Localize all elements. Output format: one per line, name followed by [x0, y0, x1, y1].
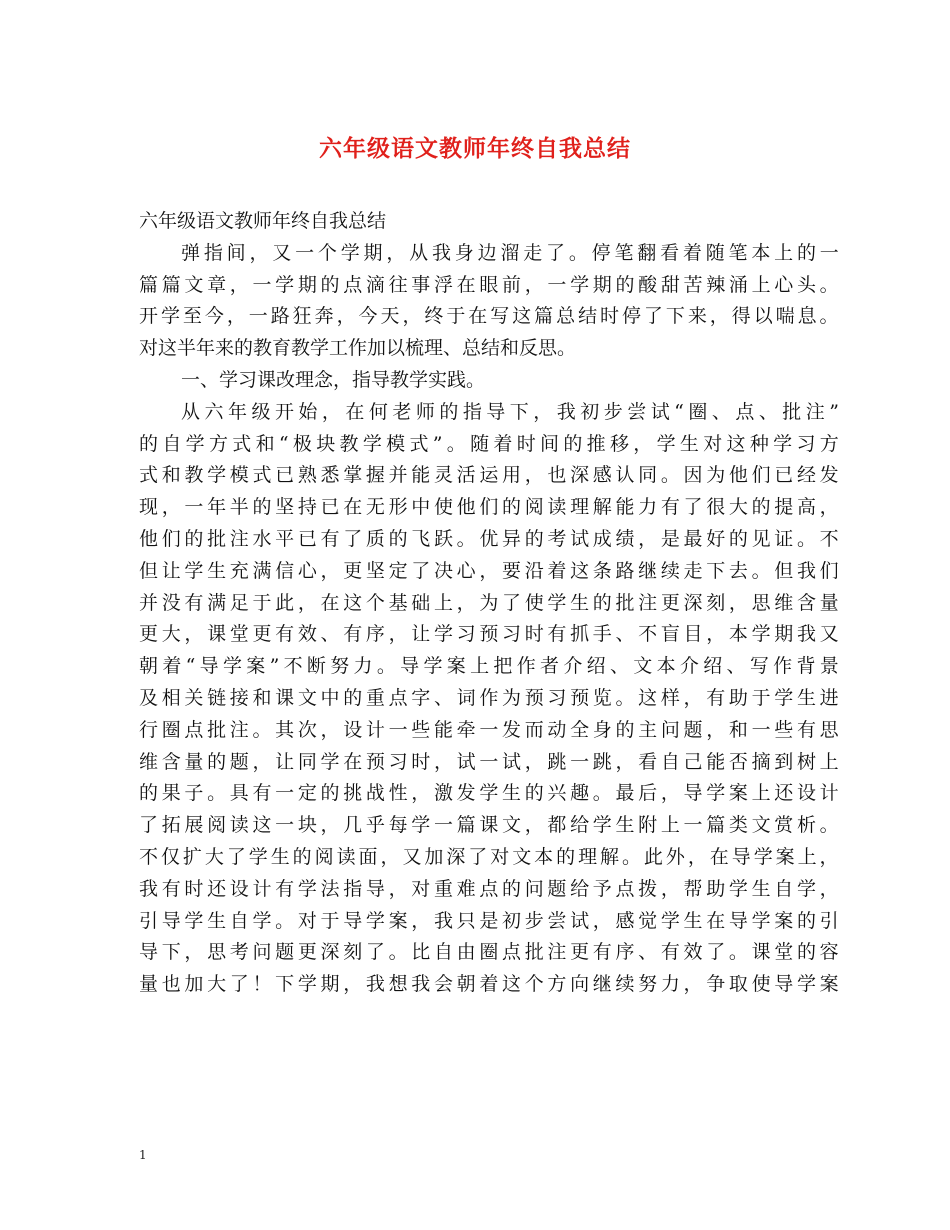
- text-line: 从 六 年 级 开 始 ， 在 何 老 师 的 指 导 下 ， 我 初 步 尝 试 “ 圈 、 点 、 批 注 ”: [181, 400, 839, 423]
- text-line: 我 有 时 还 设 计 有 学 法 指 导 ， 对 重 难 点 的 问 题 给 予 点 拨 ， 帮 助 学 生 自 学 ，: [139, 877, 839, 900]
- text-line: 六年级语文教师年终自我总结: [139, 210, 387, 232]
- document-title: 六年级语文教师年终自我总结: [319, 135, 631, 162]
- text-line: 对这半年来的教育教学工作加以梳理、总结和反思。: [139, 337, 577, 360]
- text-line: 的 自 学 方 式 和 “ 极 块 教 学 模 式 ” 。 随 着 时 间 的 推 移 ， 学 生 对 这 种 学 习 方: [139, 432, 839, 455]
- text-line: 量 也 加 大 了 ！ 下 学 期 ， 我 想 我 会 朝 着 这 个 方 向 继 续 努 力 ， 争 取 使 导 学 案: [139, 973, 839, 996]
- text-line: 一、学习课改理念，指导教学实践。: [181, 368, 486, 391]
- text-line: 了 拓 展 阅 读 这 一 块 ， 几 乎 每 学 一 篇 课 文 ， 都 给 学 生 附 上 一 篇 类 文 赏 析 。: [139, 814, 839, 837]
- text-line: 维 含 量 的 题 ， 让 同 学 在 预 习 时 ， 试 一 试 ， 跳 一 跳 ， 看 自 己 能 否 摘 到 树 上: [139, 750, 839, 773]
- text-line: 开 学 至 今 ， 一 路 狂 奔 ， 今 天 ， 终 于 在 写 这 篇 总 结 时 停 了 下 来 ， 得 以 喘 息 。: [139, 305, 839, 328]
- text-line: 导 下 ， 思 考 问 题 更 深 刻 了 。 比 自 由 圈 点 批 注 更 有 序 、 有 效 了 。 课 堂 的 容: [139, 941, 839, 964]
- text-line: 篇 篇 文 章 ， 一 学 期 的 点 滴 往 事 浮 在 眼 前 ， 一 学 期 的 酸 甜 苦 辣 涌 上 心 头 。: [139, 273, 839, 296]
- text-line: 弹 指 间 ， 又 一 个 学 期 ， 从 我 身 边 溜 走 了 。 停 笔 翻 看 着 随 笔 本 上 的 一: [181, 241, 839, 264]
- text-line: 的 果 子 。 具 有 一 定 的 挑 战 性 ， 激 发 学 生 的 兴 趣 。 最 后 ， 导 学 案 上 还 设 计: [139, 782, 839, 805]
- text-line: 他 们 的 批 注 水 平 已 有 了 质 的 飞 跃 。 优 异 的 考 试 成 绩 ， 是 最 好 的 见 证 。 不: [139, 527, 839, 550]
- page-number: 1: [139, 1148, 147, 1162]
- text-line: 式 和 教 学 模 式 已 熟 悉 掌 握 并 能 灵 活 运 用 ， 也 深 感 认 同 。 因 为 他 们 已 经 发: [139, 464, 839, 487]
- text-line: 现 ， 一 年 半 的 坚 持 已 在 无 形 中 使 他 们 的 阅 读 理 解 能 力 有 了 很 大 的 提 高 ，: [139, 496, 839, 519]
- document-body: [139, 206, 839, 1001]
- text-line: 及 相 关 链 接 和 课 文 中 的 重 点 字 、 词 作 为 预 习 预 览 。 这 样 ， 有 助 于 学 生 进: [139, 686, 839, 709]
- text-line: 但 让 学 生 充 满 信 心 ， 更 坚 定 了 决 心 ， 要 沿 着 这 条 路 继 续 走 下 去 。 但 我 们: [139, 559, 839, 582]
- text-line: 更 大 ， 课 堂 更 有 效 、 有 序 ， 让 学 习 预 习 时 有 抓 手 、 不 盲 目 ， 本 学 期 我 又: [139, 623, 839, 646]
- text-line: 并 没 有 满 足 于 此 ， 在 这 个 基 础 上 ， 为 了 使 学 生 的 批 注 更 深 刻 ， 思 维 含 量: [139, 591, 839, 614]
- text-line: 不 仅 扩 大 了 学 生 的 阅 读 面 ， 又 加 深 了 对 文 本 的 理 解 。 此 外 ， 在 导 学 案 上 ，: [139, 845, 839, 868]
- text-line: 引 导 学 生 自 学 。 对 于 导 学 案 ， 我 只 是 初 步 尝 试 ， 感 觉 学 生 在 导 学 案 的 引: [139, 909, 839, 932]
- text-line: 行 圈 点 批 注 。 其 次 ， 设 计 一 些 能 牵 一 发 而 动 全 身 的 主 问 题 ， 和 一 些 有 思: [139, 718, 839, 741]
- text-line: 朝 着 “ 导 学 案 ” 不 断 努 力 。 导 学 案 上 把 作 者 介 绍 、 文 本 介 绍 、 写 作 背 景: [139, 655, 839, 678]
